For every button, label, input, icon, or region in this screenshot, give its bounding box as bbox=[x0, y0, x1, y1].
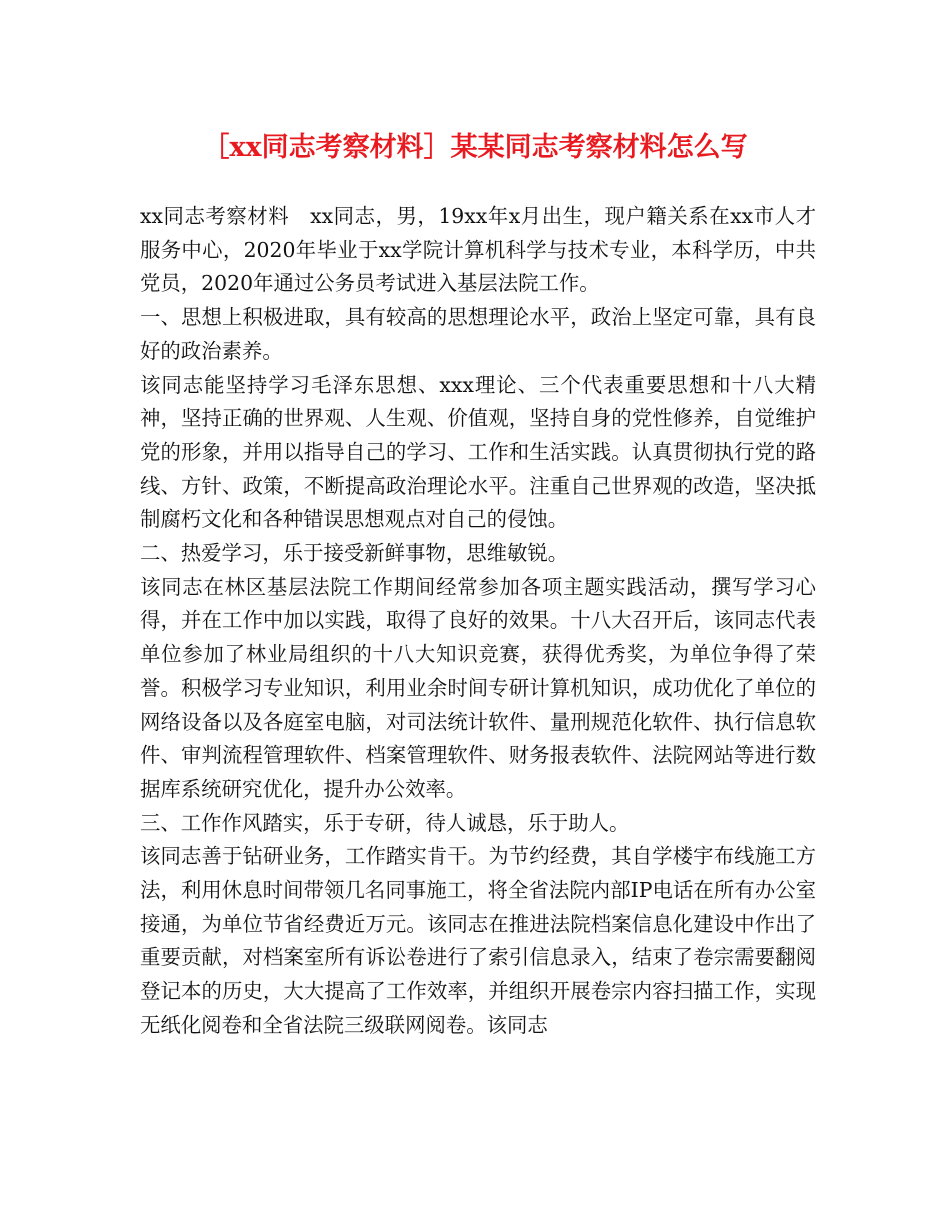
paragraph-heading-1: 一、思想上积极进取，具有较高的思想理论水平，政治上坚定可靠，具有良好的政治素养。 bbox=[140, 305, 816, 363]
paragraph-heading-2: 二、热爱学习，乐于接受新鲜事物，思维敏锐。 bbox=[140, 541, 569, 566]
paragraph-heading-3: 三、工作作风踏实，乐于专研，待人诚恳，乐于助人。 bbox=[140, 810, 630, 835]
document-title: ［xx同志考察材料］某某同志考察材料怎么写 bbox=[202, 132, 748, 163]
paragraph-body-1: 该同志能坚持学习毛泽东思想、xxx理论、三个代表重要思想和十八大精神，坚持正确的世界观、人生观、价值观，坚持自身的党性修养，自觉维护党的形象，并用以指导自己的学习、工作和生活实践。认真贯彻执行党的路线、方针、政策，不断提高政治理论水平。注重自己世界观的改造，坚决抵制腐朽文化和各种错误思想观点对自己的侵蚀。 bbox=[140, 372, 816, 532]
paragraph-body-2: 该同志在林区基层法院工作期间经常参加各项主题实践活动，撰写学习心得，并在工作中加以实践，取得了良好的效果。十八大召开后，该同志代表单位参加了林业局组织的十八大知识竞赛，获得优秀奖，为单位争得了荣誉。积极学习专业知识，利用业余时间专研计算机知识，成功优化了单位的网络设备以及各庭室电脑，对司法统计软件、量刑规范化软件、执行信息软件、审判流程管理软件、档案管理软件、财务报表软件、法院网站等进行数据库系统研究优化，提升办公效率。 bbox=[140, 574, 816, 801]
paragraph-body-3: 该同志善于钻研业务，工作踏实肯干。为节约经费，其自学楼宇布线施工方法，利用休息时间带领几名同事施工，将全省法院内部IP电话在所有办公室接通，为单位节省经费近万元。该同志在推进法院档案信息化建设中作出了重要贡献，对档案室所有诉讼卷进行了索引信息录入，结束了卷宗需要翻阅登记本的历史，大大提高了工作效率，并组织开展卷宗内容扫描工作，实现无纸化阅卷和全省法院三级联网阅卷。该同志 bbox=[140, 844, 816, 1037]
paragraph-intro: xx同志考察材料 xx同志，男，19xx年x月出生，现户籍关系在xx市人才服务中心，2020年毕业于xx学院计算机科学与技术专业，本科学历，中共党员，2020年通过公务员考试进入基层法院工作。 bbox=[140, 204, 816, 296]
document-body bbox=[140, 200, 816, 1043]
